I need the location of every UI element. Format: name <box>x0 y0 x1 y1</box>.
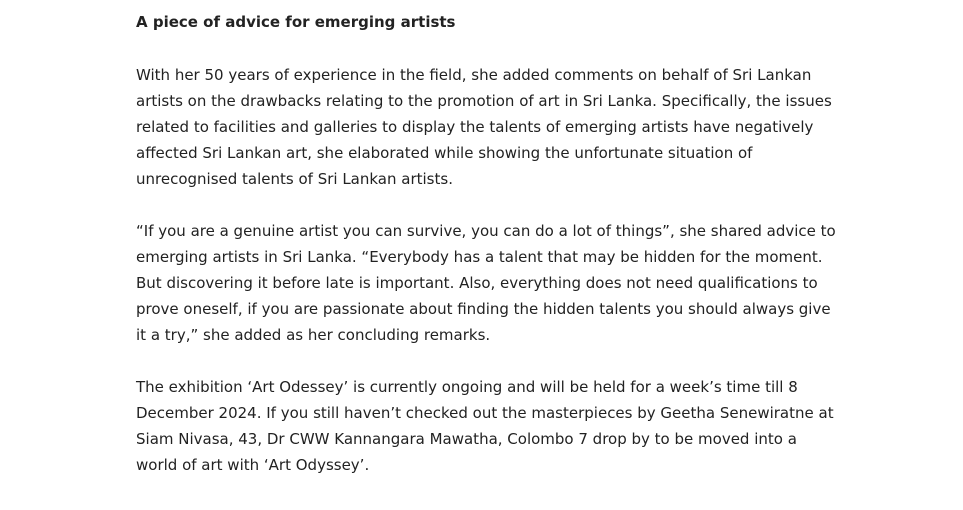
paragraph-experience: With her 50 years of experience in the field, she added comments on behalf of Sri Lankan artists on the drawbacks relating to the promotion of art in Sri Lanka. Specifically, the issues related to facilities and galleries to display the talents of emerging artists have negatively affected Sri Lankan art, she elaborated while showing the unfortunate situation of unrecognised talents of Sri Lankan artists. <box>136 66 832 188</box>
paragraph-exhibition: The exhibition ‘Art Odessey’ is currently ongoing and will be held for a week’s time till 8 December 2024. If you still haven’t checked out the masterpieces by Geetha Senewiratne at Siam Nivasa, 43, Dr CWW Kannangara Mawatha, Colombo 7 drop by to be moved into a world of art with ‘Art Odyssey’. <box>136 378 834 474</box>
paragraph-advice: “If you are a genuine artist you can survive, you can do a lot of things”, she shared advice to emerging artists in Sri Lanka. “Everybody has a talent that may be hidden for the moment. But discovering it before late is important. Also, everything does not need qualifications to prove oneself, if you are passionate about finding the hidden talents you should always give it a try,” she added as her concluding remarks. <box>136 222 836 344</box>
section-heading: A piece of advice for emerging artists <box>136 13 456 31</box>
article-body <box>136 10 836 478</box>
